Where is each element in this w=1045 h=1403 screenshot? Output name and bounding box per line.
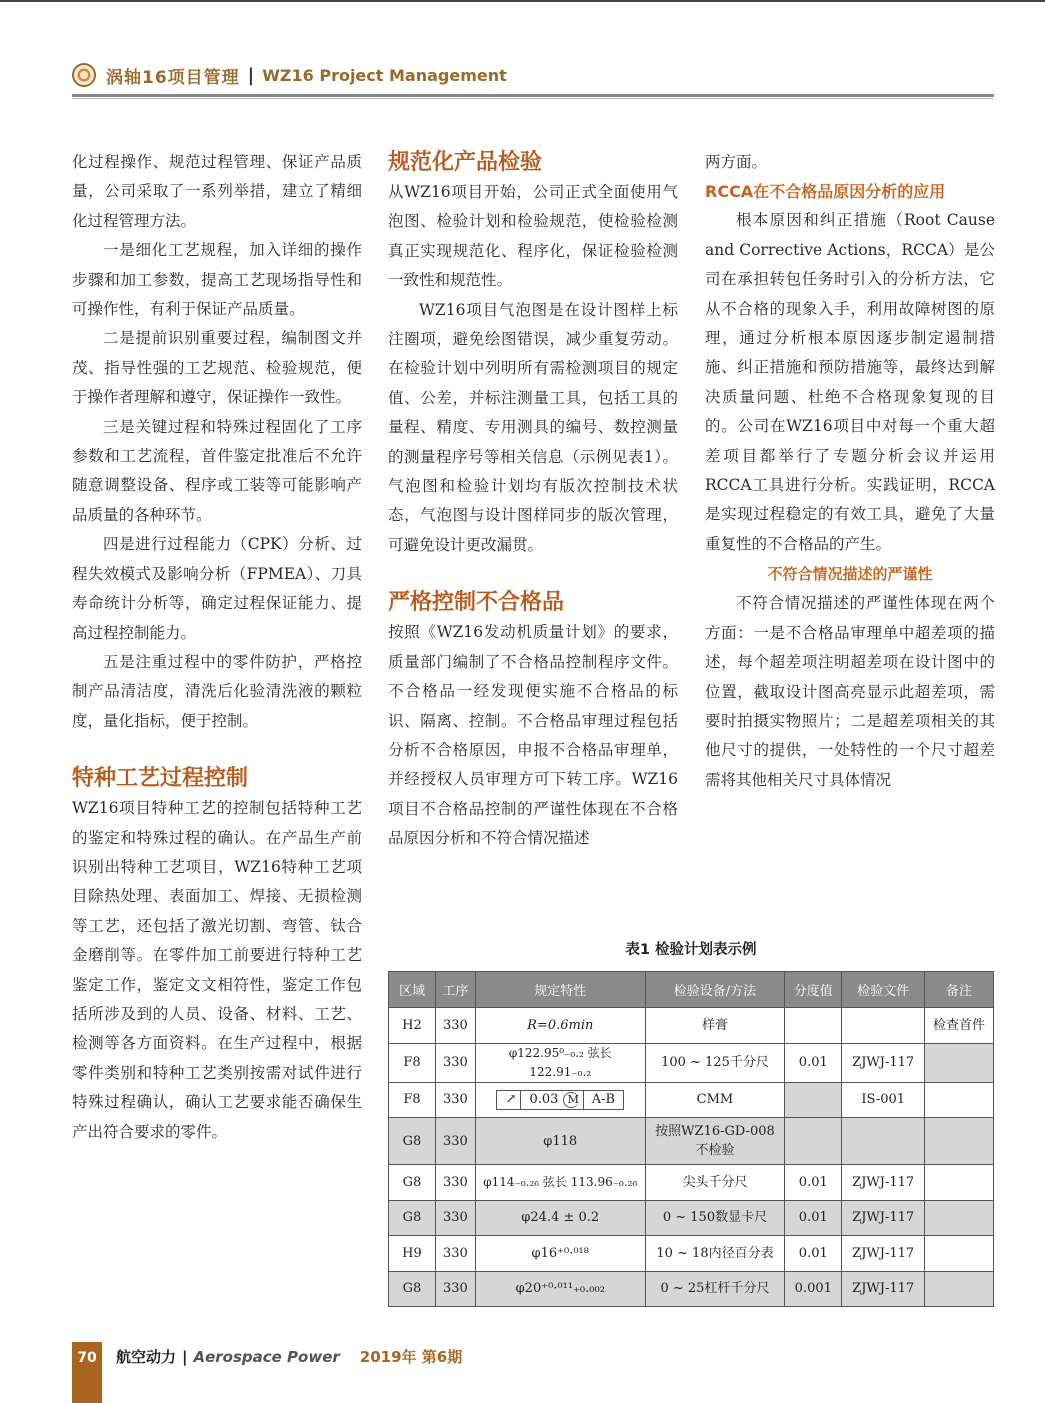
table-row bbox=[389, 1236, 994, 1272]
footer-separator: | bbox=[182, 1347, 188, 1366]
section-heading-nonconforming: 严格控制不合格品 bbox=[388, 590, 565, 616]
table-row bbox=[389, 1082, 994, 1118]
header-zone: 区域 bbox=[389, 972, 436, 1008]
table-row bbox=[389, 1271, 994, 1307]
cell-div: 0.01 bbox=[785, 1236, 842, 1272]
section-heading-special-process: 特种工艺过程控制 bbox=[72, 766, 249, 792]
cell-doc: ZJWJ-117 bbox=[842, 1200, 925, 1236]
cell-note bbox=[925, 1236, 994, 1272]
mmc-modifier-icon: M bbox=[563, 1092, 579, 1108]
table-row bbox=[389, 1043, 994, 1082]
cell-op: 330 bbox=[435, 1118, 475, 1165]
paragraph: 从WZ16项目开始，公司正式全面使用气泡图、检验计划和检验规范，使检验检测真正实现规范化、程序化，保证检验检测一致性和规范性。 bbox=[388, 183, 678, 290]
cell-doc: ZJWJ-117 bbox=[842, 1043, 925, 1082]
tool-line-1: 按照WZ16-GD-008 bbox=[655, 1124, 775, 1139]
paragraph: 五是注重过程中的零件防护，严格控制产品清洁度，清洗后化验清洗液的颗粒度，量化指标，便于控制。 bbox=[72, 652, 362, 730]
table-row bbox=[389, 1200, 994, 1236]
cell-zone: F8 bbox=[389, 1082, 436, 1118]
table-header-row bbox=[389, 972, 994, 1008]
cell-div: 0.01 bbox=[785, 1165, 842, 1201]
cell-zone: G8 bbox=[389, 1200, 436, 1236]
cell-zone: H9 bbox=[389, 1236, 436, 1272]
cell-spec: φ20⁺⁰·⁰¹¹₊₀.₀₀₂ bbox=[475, 1271, 645, 1307]
table-caption: 表1 检验计划表示例 bbox=[625, 942, 757, 958]
header-division: 分度值 bbox=[785, 972, 842, 1008]
cell-tool: CMM bbox=[645, 1082, 785, 1118]
header-rule bbox=[72, 94, 994, 97]
page-footer bbox=[116, 1346, 462, 1367]
runout-symbol-icon: ↗ bbox=[501, 1091, 521, 1109]
cell-spec: R=0.6min bbox=[475, 1008, 645, 1044]
header-spec: 规定特性 bbox=[475, 972, 645, 1008]
cell-tool: 尖头千分尺 bbox=[645, 1165, 785, 1201]
column-3 bbox=[705, 148, 995, 795]
cell-tool: 样膏 bbox=[645, 1008, 785, 1044]
cell-note bbox=[925, 1200, 994, 1236]
cell-div bbox=[785, 1118, 842, 1165]
header-document: 检验文件 bbox=[842, 972, 925, 1008]
datum-reference: A-B bbox=[591, 1091, 616, 1107]
section-heading-inspection: 规范化产品检验 bbox=[388, 150, 543, 175]
paragraph: 按照《WZ16发动机质量计划》的要求，质量部门编制了不合格品控制程序文件。不合格品一经发现便实施不合格品的标识、隔离、控制。不合格品审理过程包括分析不合格原因，申报不合格品审理单，并经授权人员审理方可下转工序。WZ16项目不合格品控制的严谨性体现在不合格品原因分析和不符合情况描述 bbox=[388, 623, 678, 848]
tolerance-value bbox=[525, 1091, 583, 1109]
header-operation: 工序 bbox=[435, 972, 475, 1008]
cell-spec: φ122.95⁰₋₀.₂ 弦长 122.91₋₀.₂ bbox=[475, 1043, 645, 1082]
cell-op: 330 bbox=[435, 1043, 475, 1082]
header-separator: | bbox=[247, 64, 255, 86]
cell-note bbox=[925, 1043, 994, 1082]
paragraph: 化过程操作、规范过程管理、保证产品质量，公司采取了一系列举措，建立了精细化过程管理方法。 bbox=[72, 153, 362, 230]
header-note: 备注 bbox=[925, 972, 994, 1008]
cell-tool: 10 ~ 18内径百分表 bbox=[645, 1236, 785, 1272]
paragraph: 两方面。 bbox=[705, 153, 768, 171]
cell-note: 检查首件 bbox=[925, 1008, 994, 1044]
cell-doc bbox=[842, 1008, 925, 1044]
cell-op: 330 bbox=[435, 1008, 475, 1044]
cell-doc: ZJWJ-117 bbox=[842, 1236, 925, 1272]
table-row bbox=[389, 1165, 994, 1201]
tolerance-frame bbox=[496, 1090, 624, 1110]
cell-spec: φ114₋₀.₂₆ 弦长 113.96₋₀.₂₆ bbox=[475, 1165, 645, 1201]
paragraph: 不符合情况描述的严谨性体现在两个方面：一是不合格品审理单中超差项的描述，每个超差项注明超差项在设计图中的位置，截取设计图高亮显示此超差项，需要时拍摄实物照片；二是超差项相关的其他尺寸的提供，一处特性的一个尺寸超差需将其他相关尺寸具体情况 bbox=[705, 594, 995, 789]
cell-doc: ZJWJ-117 bbox=[842, 1271, 925, 1307]
table-row bbox=[389, 1118, 994, 1165]
cell-div: 0.01 bbox=[785, 1200, 842, 1236]
header-rule-thin bbox=[72, 98, 994, 99]
cell-spec: φ24.4 ± 0.2 bbox=[475, 1200, 645, 1236]
cell-op: 330 bbox=[435, 1200, 475, 1236]
issue-number: 2019年 第6期 bbox=[359, 1348, 463, 1366]
paragraph: 一是细化工艺规程，加入详细的操作步骤和加工参数，提高工艺现场指导性和可操作性，有利于保证产品质量。 bbox=[72, 241, 362, 319]
cell-op: 330 bbox=[435, 1236, 475, 1272]
subheading-rcca: RCCA在不合格品原因分析的应用 bbox=[705, 182, 946, 202]
cell-zone: H2 bbox=[389, 1008, 436, 1044]
paragraph: 二是提前识别重要过程，编制图文并茂、指导性强的工艺规范、检验规范，便于操作者理解和遵守，保证操作一致性。 bbox=[72, 329, 362, 407]
spacer bbox=[388, 560, 678, 588]
cell-zone: G8 bbox=[389, 1271, 436, 1307]
paragraph: 根本原因和纠正措施（Root Cause and Corrective Actions，RCCA）是公司在承担转包任务时引入的分析方法，它从不合格的现象入手，利用故障树图的原理，通过分析根本原因逐步制定遏制措施、纠正措施和预防措施等，最终达到解决质量问题、杜绝不合格现象复现的目的。公司在WZ16项目中对每一个重大超差项目都举行了专题分析会议并运用RCCA工具进行分析。实践证明，RCCA是实现过程稳定的有效工具，避免了大量重复性的不合格品的产生。 bbox=[705, 211, 995, 553]
cell-note bbox=[925, 1271, 994, 1307]
tolerance-number: 0.03 bbox=[529, 1091, 559, 1107]
cell-tool: 100 ~ 125千分尺 bbox=[645, 1043, 785, 1082]
journal-name-cn: 航空动力 bbox=[116, 1348, 177, 1366]
cell-div: 0.001 bbox=[785, 1271, 842, 1307]
table-row bbox=[389, 1008, 994, 1044]
cell-spec: φ118 bbox=[475, 1118, 645, 1165]
cell-note bbox=[925, 1082, 994, 1118]
cell-doc: IS-001 bbox=[842, 1082, 925, 1118]
header-title-en: WZ16 Project Management bbox=[262, 65, 507, 85]
cell-tool bbox=[645, 1118, 785, 1165]
cell-spec bbox=[475, 1082, 645, 1118]
cell-zone: F8 bbox=[389, 1043, 436, 1082]
paragraph: 四是进行过程能力（CPK）分析、过程失效模式及影响分析（FPMEA）、刀具寿命统计分析等，确定过程保证能力、提高过程控制能力。 bbox=[72, 535, 362, 642]
subheading-description: 不符合情况描述的严谨性 bbox=[767, 565, 933, 584]
cell-div: 0.01 bbox=[785, 1043, 842, 1082]
cell-zone: G8 bbox=[389, 1118, 436, 1165]
spacer bbox=[72, 736, 362, 764]
cell-spec: φ16⁺⁰·⁰¹⁸ bbox=[475, 1236, 645, 1272]
cell-op: 330 bbox=[435, 1165, 475, 1201]
inspection-plan-table bbox=[388, 971, 994, 1307]
cell-tool: 0 ~ 150数显卡尺 bbox=[645, 1200, 785, 1236]
paragraph: WZ16项目特种工艺的控制包括特种工艺的鉴定和特殊过程的确认。在产品生产前识别出特种工艺项目，WZ16特种工艺项目除热处理、表面加工、焊接、无损检测等工艺，还包括了激光切割、弯管、钛合金磨削等。在零件加工前要进行特种工艺鉴定工作，鉴定文文相符性，鉴定工作包括所涉及到的人员、设备、材料、工艺、检测等各方面资料。在生产过程中，根据零件类别和特种工艺类别按需对试件进行特殊过程确认，确认工艺要求能否确保生产出符合要求的零件。 bbox=[72, 799, 362, 1141]
cell-op: 330 bbox=[435, 1082, 475, 1118]
top-border bbox=[0, 0, 1045, 2]
cell-note bbox=[925, 1165, 994, 1201]
tool-line-2: 不检验 bbox=[695, 1143, 735, 1158]
paragraph: WZ16项目气泡图是在设计图样上标注圈项，避免绘图错误，减少重复劳动。在检验计划中列明所有需检测项目的规定值、公差，并标注测量工具，包括工具的量程、精度、专用测具的编号、数控测量的测量程序号等相关信息（示例见表1）。气泡图和检验计划均有版次控制技术状态，气泡图与设计图样同步的版次管理，可避免设计更改漏贯。 bbox=[388, 300, 678, 554]
cell-doc bbox=[842, 1118, 925, 1165]
cell-doc: ZJWJ-117 bbox=[842, 1165, 925, 1201]
journal-name-en: Aerospace Power bbox=[193, 1347, 340, 1366]
cell-div bbox=[785, 1008, 842, 1044]
project-logo-icon bbox=[72, 63, 96, 87]
cell-div bbox=[785, 1082, 842, 1118]
cell-note bbox=[925, 1118, 994, 1165]
header-title-cn: 涡轴16项目管理 bbox=[106, 67, 240, 88]
paragraph: 三是关键过程和特殊过程固化了工序参数和工艺流程，首件鉴定批准后不允许随意调整设备、程序或工装等可能影响产品质量的各种环节。 bbox=[72, 417, 362, 524]
header-tool: 检验设备/方法 bbox=[645, 972, 785, 1008]
cell-tool: 0 ~ 25杠杆千分尺 bbox=[645, 1271, 785, 1307]
cell-zone: G8 bbox=[389, 1165, 436, 1201]
page-number: 70 bbox=[77, 1350, 97, 1366]
cell-op: 330 bbox=[435, 1271, 475, 1307]
column-1 bbox=[72, 148, 362, 1147]
column-2 bbox=[388, 148, 678, 854]
page-header bbox=[72, 60, 507, 90]
